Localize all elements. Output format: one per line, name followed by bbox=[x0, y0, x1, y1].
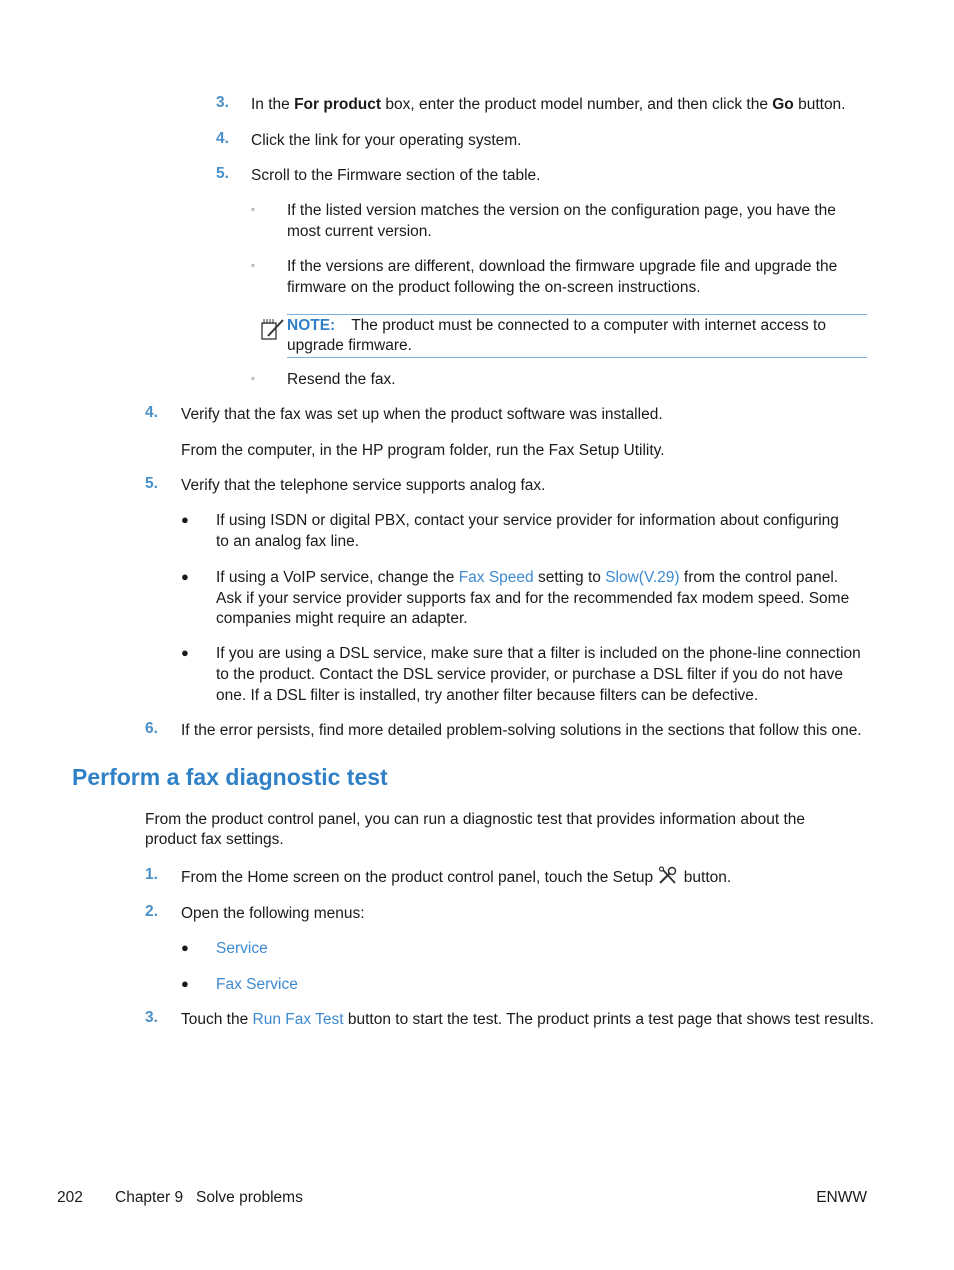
slow-v29-link[interactable]: Slow(V.29) bbox=[605, 569, 680, 586]
substep-text bbox=[251, 94, 846, 115]
text-fragment: box, enter the product model number, and then click the bbox=[381, 96, 773, 113]
substep-number: 5. bbox=[216, 165, 229, 182]
text-fragment: button. bbox=[793, 96, 846, 113]
bullet-line: to the product. Contact the DSL service provider, or purchase a DSL filter if you do not have bbox=[216, 666, 843, 683]
bullet-line: to an analog fax line. bbox=[216, 533, 360, 550]
circle-item-line: If the versions are different, download the firmware upgrade file and upgrade the bbox=[287, 258, 838, 275]
substep-number: 3. bbox=[216, 94, 229, 111]
substep-text: Click the link for your operating system. bbox=[251, 132, 522, 149]
circle-item-line: Resend the fax. bbox=[287, 371, 396, 388]
bullet-line: If using ISDN or digital PBX, contact your service provider for information about configuring bbox=[216, 512, 839, 529]
service-menu-link[interactable]: Service bbox=[216, 940, 268, 957]
circle-item-line: firmware on the product following the on-screen instructions. bbox=[287, 279, 701, 296]
step-number: 1. bbox=[145, 866, 158, 883]
fax-service-menu-link[interactable]: Fax Service bbox=[216, 976, 298, 993]
intro-line: From the product control panel, you can run a diagnostic test that provides information about the bbox=[145, 811, 805, 828]
intro-line: product fax settings. bbox=[145, 831, 284, 848]
substep-text: Scroll to the Firmware section of the table. bbox=[251, 167, 541, 184]
bullet: ● bbox=[181, 512, 189, 527]
step-number: 3. bbox=[145, 1009, 158, 1026]
text-fragment: setting to bbox=[533, 569, 606, 586]
text-fragment: In the bbox=[251, 96, 295, 113]
run-fax-test-link[interactable]: Run Fax Test bbox=[252, 1011, 344, 1028]
bullet-line: If you are using a DSL service, make sure that a filter is included on the phone-line connection bbox=[216, 645, 861, 662]
circle-bullet: ◦ bbox=[251, 204, 255, 216]
footer-right: ENWW bbox=[816, 1189, 867, 1206]
text-fragment: Touch the bbox=[181, 1011, 253, 1028]
step-number: 2. bbox=[145, 903, 158, 920]
step-subtext: From the computer, in the HP program folder, run the Fax Setup Utility. bbox=[181, 442, 665, 459]
bullet-line bbox=[216, 567, 838, 588]
step-number: 5. bbox=[145, 475, 158, 492]
text-fragment: If using a VoIP service, change the bbox=[216, 569, 459, 586]
step-number: 4. bbox=[145, 404, 158, 421]
text-fragment: from the control panel. bbox=[679, 569, 839, 586]
note-line: upgrade firmware. bbox=[287, 337, 412, 354]
circle-item-line: If the listed version matches the version on the configuration page, you have the bbox=[287, 202, 836, 219]
text-fragment: From the Home screen on the product control panel, touch the Setup bbox=[181, 869, 658, 886]
fax-speed-link[interactable]: Fax Speed bbox=[458, 569, 534, 586]
step-text: Open the following menus: bbox=[181, 905, 365, 922]
note-text: The product must be connected to a computer with internet access to bbox=[351, 317, 826, 334]
bullet: ● bbox=[181, 976, 189, 991]
ui-term: Go bbox=[772, 96, 794, 113]
text-fragment: button to start the test. The product prints a test page that shows test results. bbox=[343, 1011, 875, 1028]
step-text: Verify that the telephone service supports analog fax. bbox=[181, 477, 546, 494]
wrench-icon bbox=[657, 866, 679, 892]
ui-term: For product bbox=[294, 96, 382, 113]
bullet: ● bbox=[181, 569, 189, 584]
circle-bullet: ◦ bbox=[251, 373, 255, 385]
bullet: ● bbox=[181, 645, 189, 660]
bullet-line: one. If a DSL filter is installed, try another filter because filters can be defective. bbox=[216, 687, 759, 704]
substep-number: 4. bbox=[216, 130, 229, 147]
note-box bbox=[287, 314, 867, 358]
chapter-title: Chapter 9 Solve problems bbox=[115, 1189, 303, 1206]
note-label: NOTE: bbox=[287, 317, 336, 334]
bullet-line: Ask if your service provider supports fax and for the recommended fax modem speed. Some bbox=[216, 590, 850, 607]
step-text: If the error persists, find more detailed problem-solving solutions in the sections that follow this one. bbox=[181, 722, 862, 739]
section-title: Perform a fax diagnostic test bbox=[72, 764, 388, 790]
step-text bbox=[181, 1009, 874, 1030]
note-line bbox=[287, 315, 826, 336]
page-number: 202 bbox=[57, 1189, 83, 1206]
text-fragment: button. bbox=[679, 869, 732, 886]
bullet: ● bbox=[181, 940, 189, 955]
step-text bbox=[181, 866, 731, 892]
note-pencil-icon bbox=[260, 316, 286, 347]
bullet-line: companies might require an adapter. bbox=[216, 610, 468, 627]
step-text: Verify that the fax was set up when the product software was installed. bbox=[181, 406, 663, 423]
circle-bullet: ◦ bbox=[251, 260, 255, 272]
circle-item-line: most current version. bbox=[287, 223, 432, 240]
step-number: 6. bbox=[145, 720, 158, 737]
